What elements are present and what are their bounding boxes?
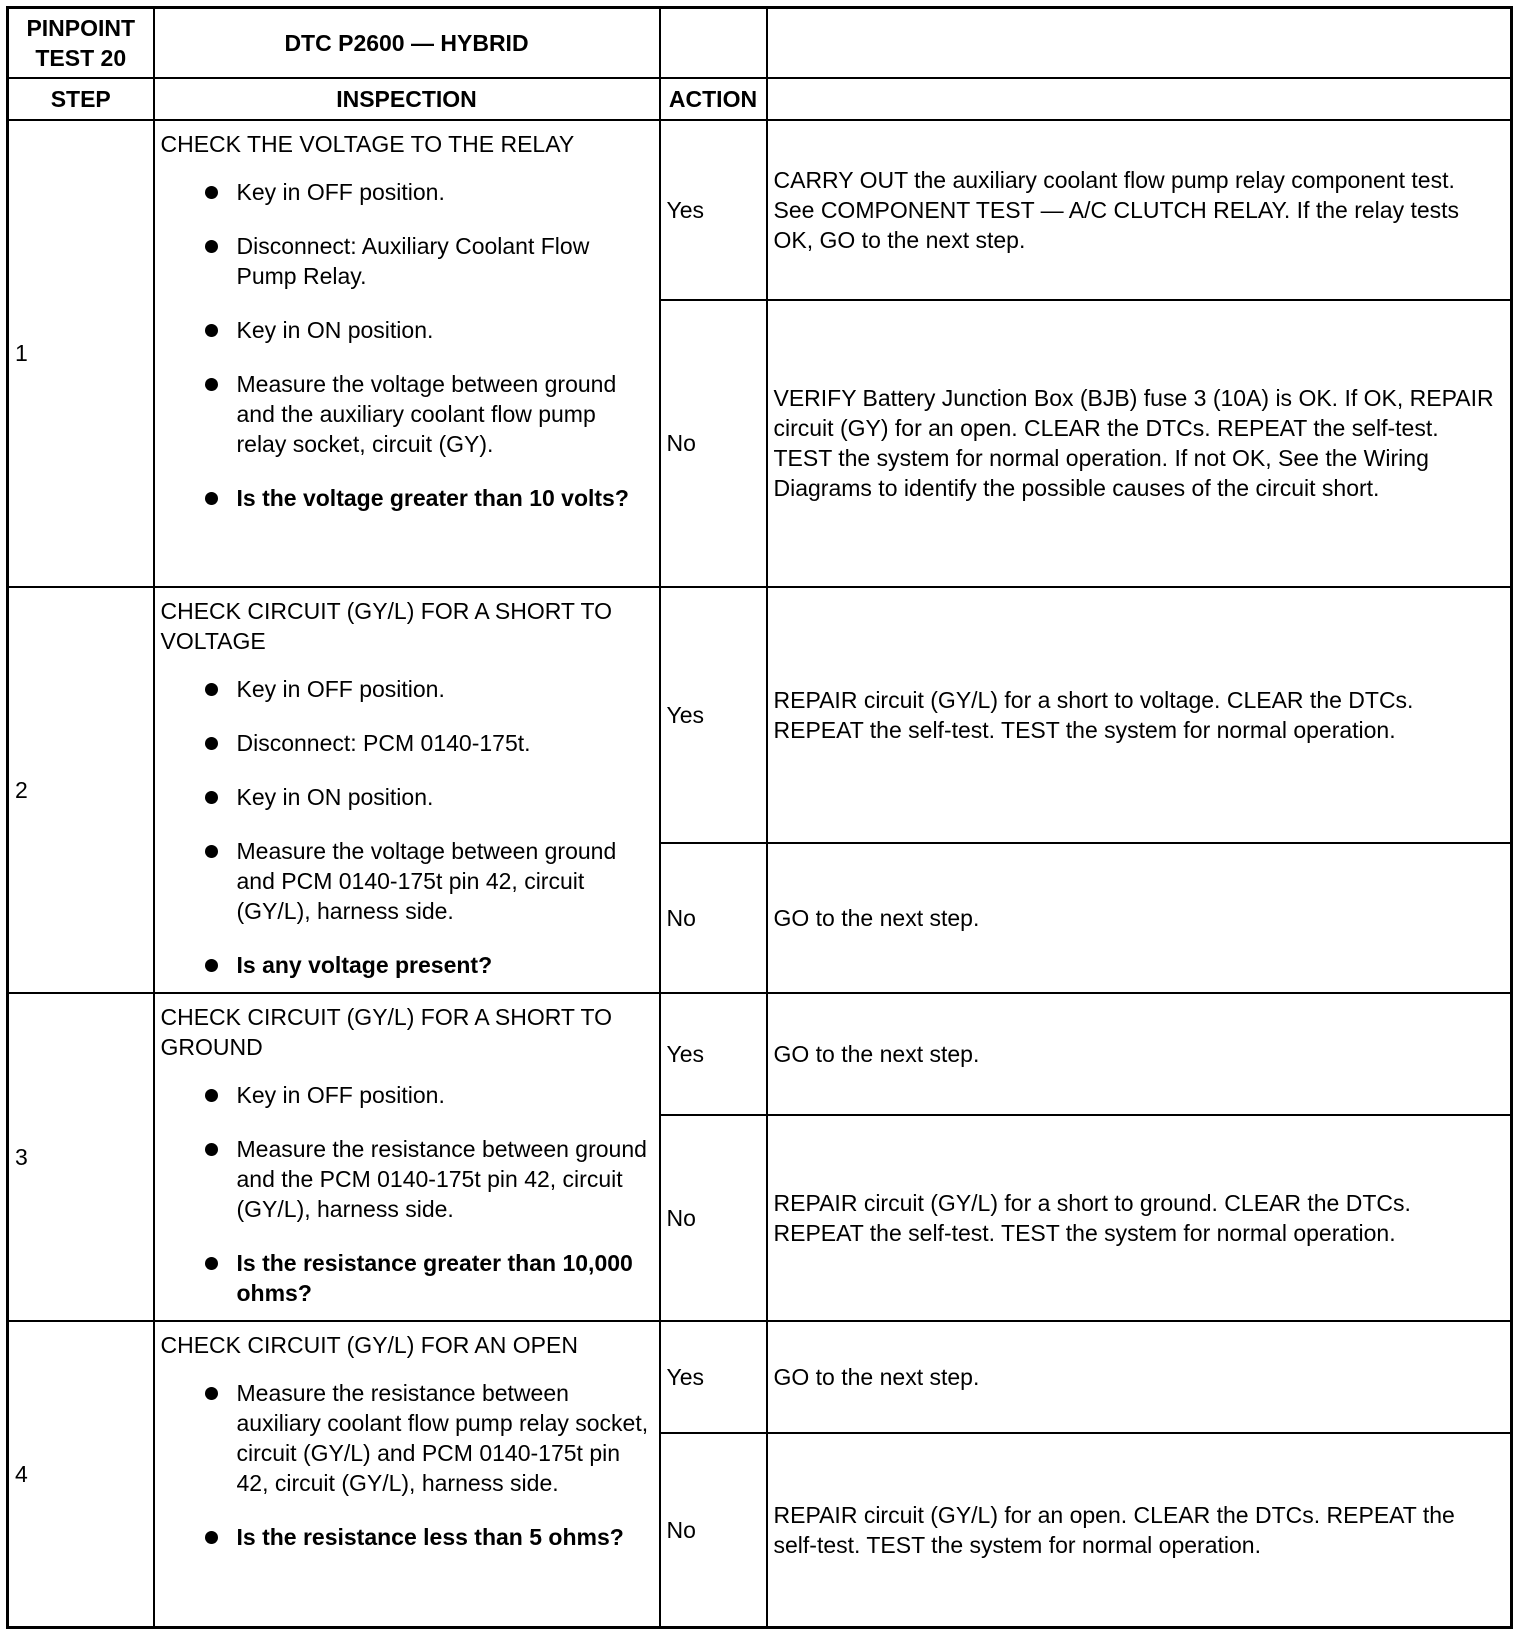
inspection-item: [161, 1378, 651, 1498]
inspection-item-text: Measure the voltage between ground and PCM 0140-175t pin 42, circuit (GY/L), harness side.: [236, 837, 617, 924]
inspection-list: [161, 1080, 651, 1308]
column-header-inspection: INSPECTION: [154, 78, 660, 120]
inspection-list: [161, 674, 651, 980]
bullet-icon: [205, 492, 218, 505]
bullet-icon: [205, 791, 218, 804]
step-title: CHECK THE VOLTAGE TO THE RELAY: [160, 130, 575, 157]
inspection-item: [161, 674, 651, 704]
bullet-icon: [205, 1387, 218, 1400]
inspection-question: [161, 950, 651, 980]
step-number: 2: [8, 587, 154, 993]
inspection-item-text: Measure the resistance between ground and the PCM 0140-175t pin 42, circuit (GY/L), harness side.: [236, 1135, 647, 1222]
bullet-icon: [205, 845, 218, 858]
bullet-icon: [205, 324, 218, 337]
empty-header-cell: [767, 78, 1512, 120]
bullet-icon: [205, 1531, 218, 1544]
inspection-item-text: Disconnect: PCM 0140-175t.: [236, 729, 531, 756]
bullet-icon: [205, 1257, 218, 1270]
inspection-item-text: Key in OFF position.: [236, 178, 445, 205]
title-row: [8, 8, 1512, 78]
step-inspection: [154, 587, 660, 993]
inspection-item: [161, 177, 651, 207]
empty-header-cell: [767, 8, 1512, 78]
action-no: VERIFY Battery Junction Box (BJB) fuse 3 (10A) is OK. If OK, REPAIR circuit (GY) for an open. CLEAR the DTCs. REPEAT the self-test. TEST the system for normal operation. If not OK, See the Wiring Diagrams to identify the possible causes of the circuit short.: [767, 300, 1512, 587]
inspection-question-text: Is the voltage greater than 10 volts?: [236, 484, 629, 511]
inspection-item-text: Key in ON position.: [236, 783, 434, 810]
inspection-item-text: Key in OFF position.: [236, 1081, 445, 1108]
step-number: 3: [8, 993, 154, 1321]
bullet-icon: [205, 959, 218, 972]
bullet-icon: [205, 683, 218, 696]
answer-no: No: [660, 1115, 767, 1321]
step-3-yes-row: [8, 993, 1512, 1115]
step-title: CHECK CIRCUIT (GY/L) FOR AN OPEN: [160, 1331, 578, 1358]
step-number: 4: [8, 1321, 154, 1628]
answer-no: No: [660, 300, 767, 587]
inspection-question: [161, 1248, 651, 1308]
action-yes: CARRY OUT the auxiliary coolant flow pump relay component test. See COMPONENT TEST — A/C CLUTCH RELAY. If the relay tests OK, GO to the next step.: [767, 120, 1512, 300]
inspection-question-text: Is the resistance less than 5 ohms?: [236, 1523, 624, 1550]
action-no: GO to the next step.: [767, 843, 1512, 993]
step-4-yes-row: [8, 1321, 1512, 1433]
step-1-yes-row: [8, 120, 1512, 300]
bullet-icon: [205, 240, 218, 253]
bullet-icon: [205, 378, 218, 391]
inspection-question: [161, 483, 651, 513]
column-header-step: STEP: [8, 78, 154, 120]
action-yes: GO to the next step.: [767, 993, 1512, 1115]
inspection-item: [161, 1134, 651, 1224]
answer-no: No: [660, 843, 767, 993]
inspection-item: [161, 231, 651, 291]
inspection-list: [161, 1378, 651, 1552]
inspection-item-text: Key in ON position.: [236, 316, 434, 343]
inspection-item: [161, 836, 651, 926]
inspection-item: [161, 315, 651, 345]
answer-yes: Yes: [660, 120, 767, 300]
inspection-item: [161, 782, 651, 812]
bullet-icon: [205, 1089, 218, 1102]
action-no: REPAIR circuit (GY/L) for a short to ground. CLEAR the DTCs. REPEAT the self-test. TEST the system for normal operation.: [767, 1115, 1512, 1321]
step-inspection: [154, 1321, 660, 1628]
bullet-icon: [205, 186, 218, 199]
bullet-icon: [205, 737, 218, 750]
answer-yes: Yes: [660, 587, 767, 843]
inspection-item: [161, 1080, 651, 1110]
step-number: 1: [8, 120, 154, 587]
action-yes: GO to the next step.: [767, 1321, 1512, 1433]
inspection-question-text: Is the resistance greater than 10,000 ohms?: [236, 1249, 633, 1306]
pinpoint-test-label: PINPOINT TEST 20: [8, 8, 154, 78]
inspection-question-text: Is any voltage present?: [236, 951, 493, 978]
step-2-yes-row: [8, 587, 1512, 843]
action-yes: REPAIR circuit (GY/L) for a short to voltage. CLEAR the DTCs. REPEAT the self-test. TEST the system for normal operation.: [767, 587, 1512, 843]
action-no: REPAIR circuit (GY/L) for an open. CLEAR the DTCs. REPEAT the self-test. TEST the system for normal operation.: [767, 1433, 1512, 1628]
inspection-item: [161, 369, 651, 459]
inspection-question: [161, 1522, 651, 1552]
step-title: CHECK CIRCUIT (GY/L) FOR A SHORT TO VOLTAGE: [160, 597, 613, 654]
column-header-row: [8, 78, 1512, 120]
dtc-title: DTC P2600 — HYBRID: [154, 8, 660, 78]
inspection-item-text: Measure the voltage between ground and the auxiliary coolant flow pump relay socket, circuit (GY).: [236, 370, 617, 457]
answer-yes: Yes: [660, 1321, 767, 1433]
step-inspection: [154, 120, 660, 587]
pinpoint-test-table: [6, 6, 1513, 1629]
inspection-list: [161, 177, 651, 513]
empty-header-cell: [660, 8, 767, 78]
bullet-icon: [205, 1143, 218, 1156]
column-header-action: ACTION: [660, 78, 767, 120]
answer-no: No: [660, 1433, 767, 1628]
step-title: CHECK CIRCUIT (GY/L) FOR A SHORT TO GROUND: [160, 1003, 613, 1060]
inspection-item-text: Measure the resistance between auxiliary coolant flow pump relay socket, circuit (GY/L) and PCM 0140-175t pin 42, circuit (GY/L), harness side.: [236, 1379, 649, 1496]
inspection-item-text: Disconnect: Auxiliary Coolant Flow Pump Relay.: [236, 232, 590, 289]
step-inspection: [154, 993, 660, 1321]
answer-yes: Yes: [660, 993, 767, 1115]
inspection-item: [161, 728, 651, 758]
inspection-item-text: Key in OFF position.: [236, 675, 445, 702]
